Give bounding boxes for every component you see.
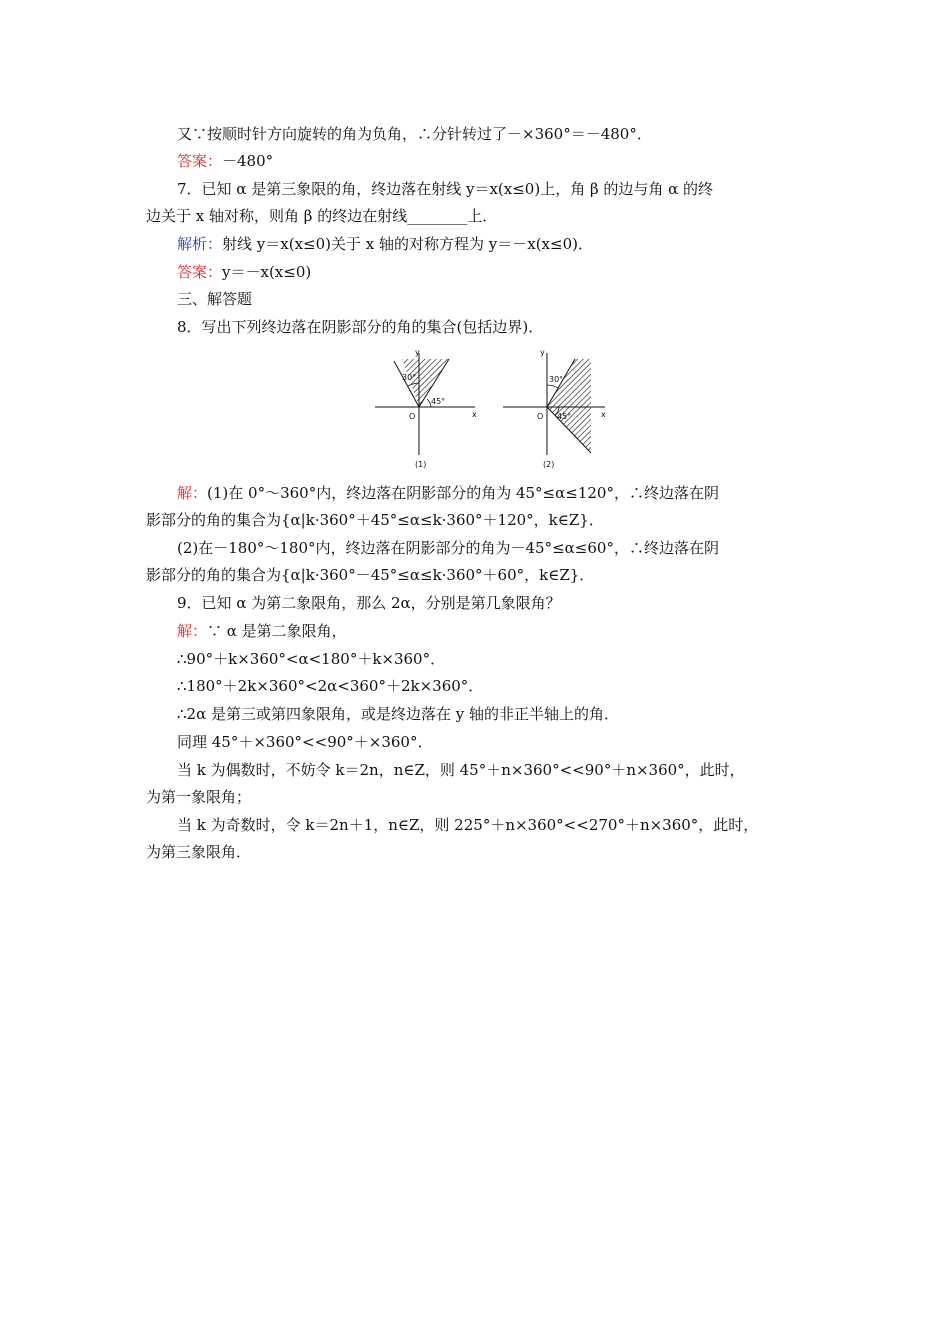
shaded-region xyxy=(547,359,591,453)
line-text: ∴90°＋k×360°<α<180°＋k×360°． xyxy=(177,650,446,668)
line-text: 影部分的角的集合为{α|k·360°－45°≤α≤k·360°＋60°，k∈Z}． xyxy=(146,566,595,584)
text-line xyxy=(177,124,652,144)
solution-line xyxy=(146,787,251,807)
angle-label: 45° xyxy=(431,397,446,406)
section-heading xyxy=(177,289,252,309)
line-text: 当 k 为奇数时，令 k＝2n＋1，n∈Z，则 225°＋n×360°<<270°＋n×360°，此时， xyxy=(177,816,759,834)
question-9-line xyxy=(177,593,561,613)
line-text: －480° xyxy=(222,152,274,170)
solution-line xyxy=(177,676,483,696)
solution-line xyxy=(177,649,445,669)
origin-label: O xyxy=(537,412,544,421)
line-text: 三、解答题 xyxy=(177,290,253,308)
origin-label: O xyxy=(409,412,416,421)
line-text: 同理 45°＋×360°<<90°＋×360°． xyxy=(177,733,433,751)
angle-label: 45° xyxy=(557,412,572,421)
y-axis-label: y xyxy=(540,348,545,357)
solution-line xyxy=(146,510,604,530)
line-text: 9．已知 α 为第二象限角，那么 2α，分别是第几象限角？ xyxy=(177,594,561,612)
question-8-line xyxy=(177,317,543,337)
line-text: 为第三象限角． xyxy=(146,843,252,861)
solution-line xyxy=(146,842,251,862)
solution-line xyxy=(177,815,758,835)
line-text: (2)在－180°～180°内，终边落在阴影部分的角为－45°≤α≤60°，∴终边落在阴 xyxy=(177,539,719,557)
line-text: 又∵按顺时针方向旋转的角为负角，∴分针转过了－×360°＝－480°． xyxy=(177,125,652,143)
solution-line xyxy=(177,704,619,724)
line-text: 影部分的角的集合为{α|k·360°＋45°≤α≤k·360°＋120°，k∈Z}． xyxy=(146,511,604,529)
question-7-line xyxy=(146,206,497,226)
figure-2 xyxy=(503,348,606,469)
figures-svg xyxy=(365,345,625,475)
solution-label: 解： xyxy=(177,622,208,640)
line-text: 7．已知 α 是第三象限的角，终边落在射线 y＝x(x≤0)上，角 β 的边与角 α 的终 xyxy=(177,180,714,198)
angle-arc xyxy=(547,385,558,388)
line-text: 边关于 x 轴对称，则角 β 的终边在射线________上． xyxy=(146,207,498,225)
line-text: 8．写出下列终边落在阴影部分的角的集合(包括边界)． xyxy=(177,318,544,336)
solution-line xyxy=(177,732,432,752)
solution-line xyxy=(146,565,594,585)
x-axis-label: x xyxy=(472,410,477,419)
answer-label: 答案： xyxy=(177,263,223,281)
question-7-line xyxy=(177,179,713,199)
shaded-angle-figures xyxy=(365,345,625,475)
line-text: y＝－x(x≤0) xyxy=(222,263,312,281)
answer-line xyxy=(177,262,311,282)
line-text: ∴180°＋2k×360°<2α<360°＋2k×360°． xyxy=(177,677,484,695)
angle-label: 30° xyxy=(402,373,417,382)
line-text: ∴2α 是第三或第四象限角，或是终边落在 y 轴的非正半轴上的角． xyxy=(177,705,619,723)
solution-label: 解： xyxy=(177,484,208,502)
y-axis-label: y xyxy=(415,348,420,357)
answer-line xyxy=(177,151,273,171)
answer-label: 答案： xyxy=(177,152,223,170)
angle-label: 30° xyxy=(549,375,564,384)
solution-line xyxy=(177,483,719,503)
solution-line xyxy=(177,760,745,780)
figure-caption: (1) xyxy=(415,460,427,469)
line-text: 当 k 为偶数时，不妨令 k＝2n，n∈Z，则 45°＋n×360°<<90°＋n×360°，此时， xyxy=(177,761,745,779)
line-text: (1)在 0°～360°内，终边落在阴影部分的角为 45°≤α≤120°，∴终边落在阴 xyxy=(207,484,719,502)
analysis-line xyxy=(177,234,593,254)
figure-1 xyxy=(375,348,477,469)
x-axis-label: x xyxy=(601,410,606,419)
analysis-label: 解析： xyxy=(177,235,223,253)
line-text: ∵ α 是第二象限角， xyxy=(207,622,347,640)
line-text: 射线 y＝x(x≤0)关于 x 轴的对称方程为 y＝－x(x≤0)． xyxy=(222,235,593,253)
line-text: 为第一象限角； xyxy=(146,788,252,806)
solution-line xyxy=(177,621,347,641)
solution-line xyxy=(177,538,719,558)
figure-caption: (2) xyxy=(543,460,555,469)
